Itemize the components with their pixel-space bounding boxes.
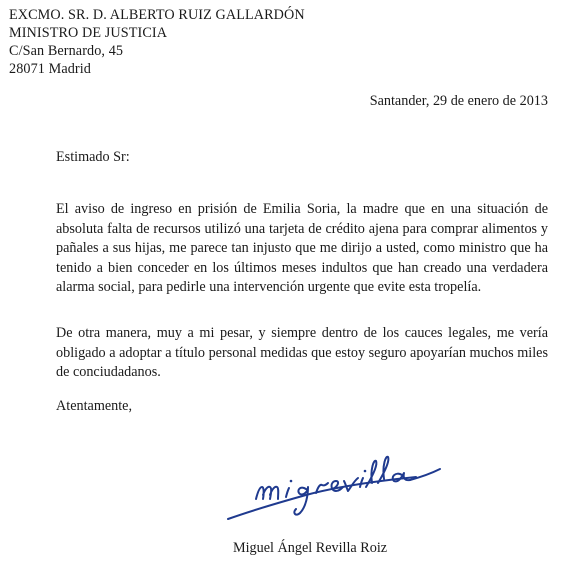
- recipient-line-city: 28071 Madrid: [9, 61, 91, 77]
- signatory-name: Miguel Ángel Revilla Roiz: [233, 540, 388, 556]
- recipient-line-street: C/San Bernardo, 45: [9, 43, 124, 59]
- recipient-address: [9, 6, 305, 78]
- closing: Atentamente,: [56, 398, 133, 414]
- body-paragraph-1: El aviso de ingreso en prisión de Emilia Soria, la madre que en una situación de absoluta falta de recursos utilizó una tarjeta de crédito ajena para comprar alimentos y pañales a sus hijas, me parece tan injusto que me dirijo a usted, como ministro que ha tenido a bien conceder en los últimos meses indultos que han creado una verdadera alarma social, para pedirle una intervención urgente que evite esta tropelía.: [56, 201, 548, 295]
- salutation: Estimado Sr:: [56, 149, 130, 165]
- body-paragraph-2: De otra manera, muy a mi pesar, y siempre dentro de los cauces legales, me vería obligado a adoptar a título personal medidas que estoy seguro apoyarían muchos miles de conciudadanos.: [56, 325, 548, 380]
- recipient-line-title: EXCMO. SR. D. ALBERTO RUIZ GALLARDÓN: [9, 7, 305, 23]
- handwritten-signature: [226, 447, 451, 529]
- recipient-line-position: MINISTRO DE JUSTICIA: [9, 25, 168, 41]
- letter-date: Santander, 29 de enero de 2013: [369, 93, 548, 109]
